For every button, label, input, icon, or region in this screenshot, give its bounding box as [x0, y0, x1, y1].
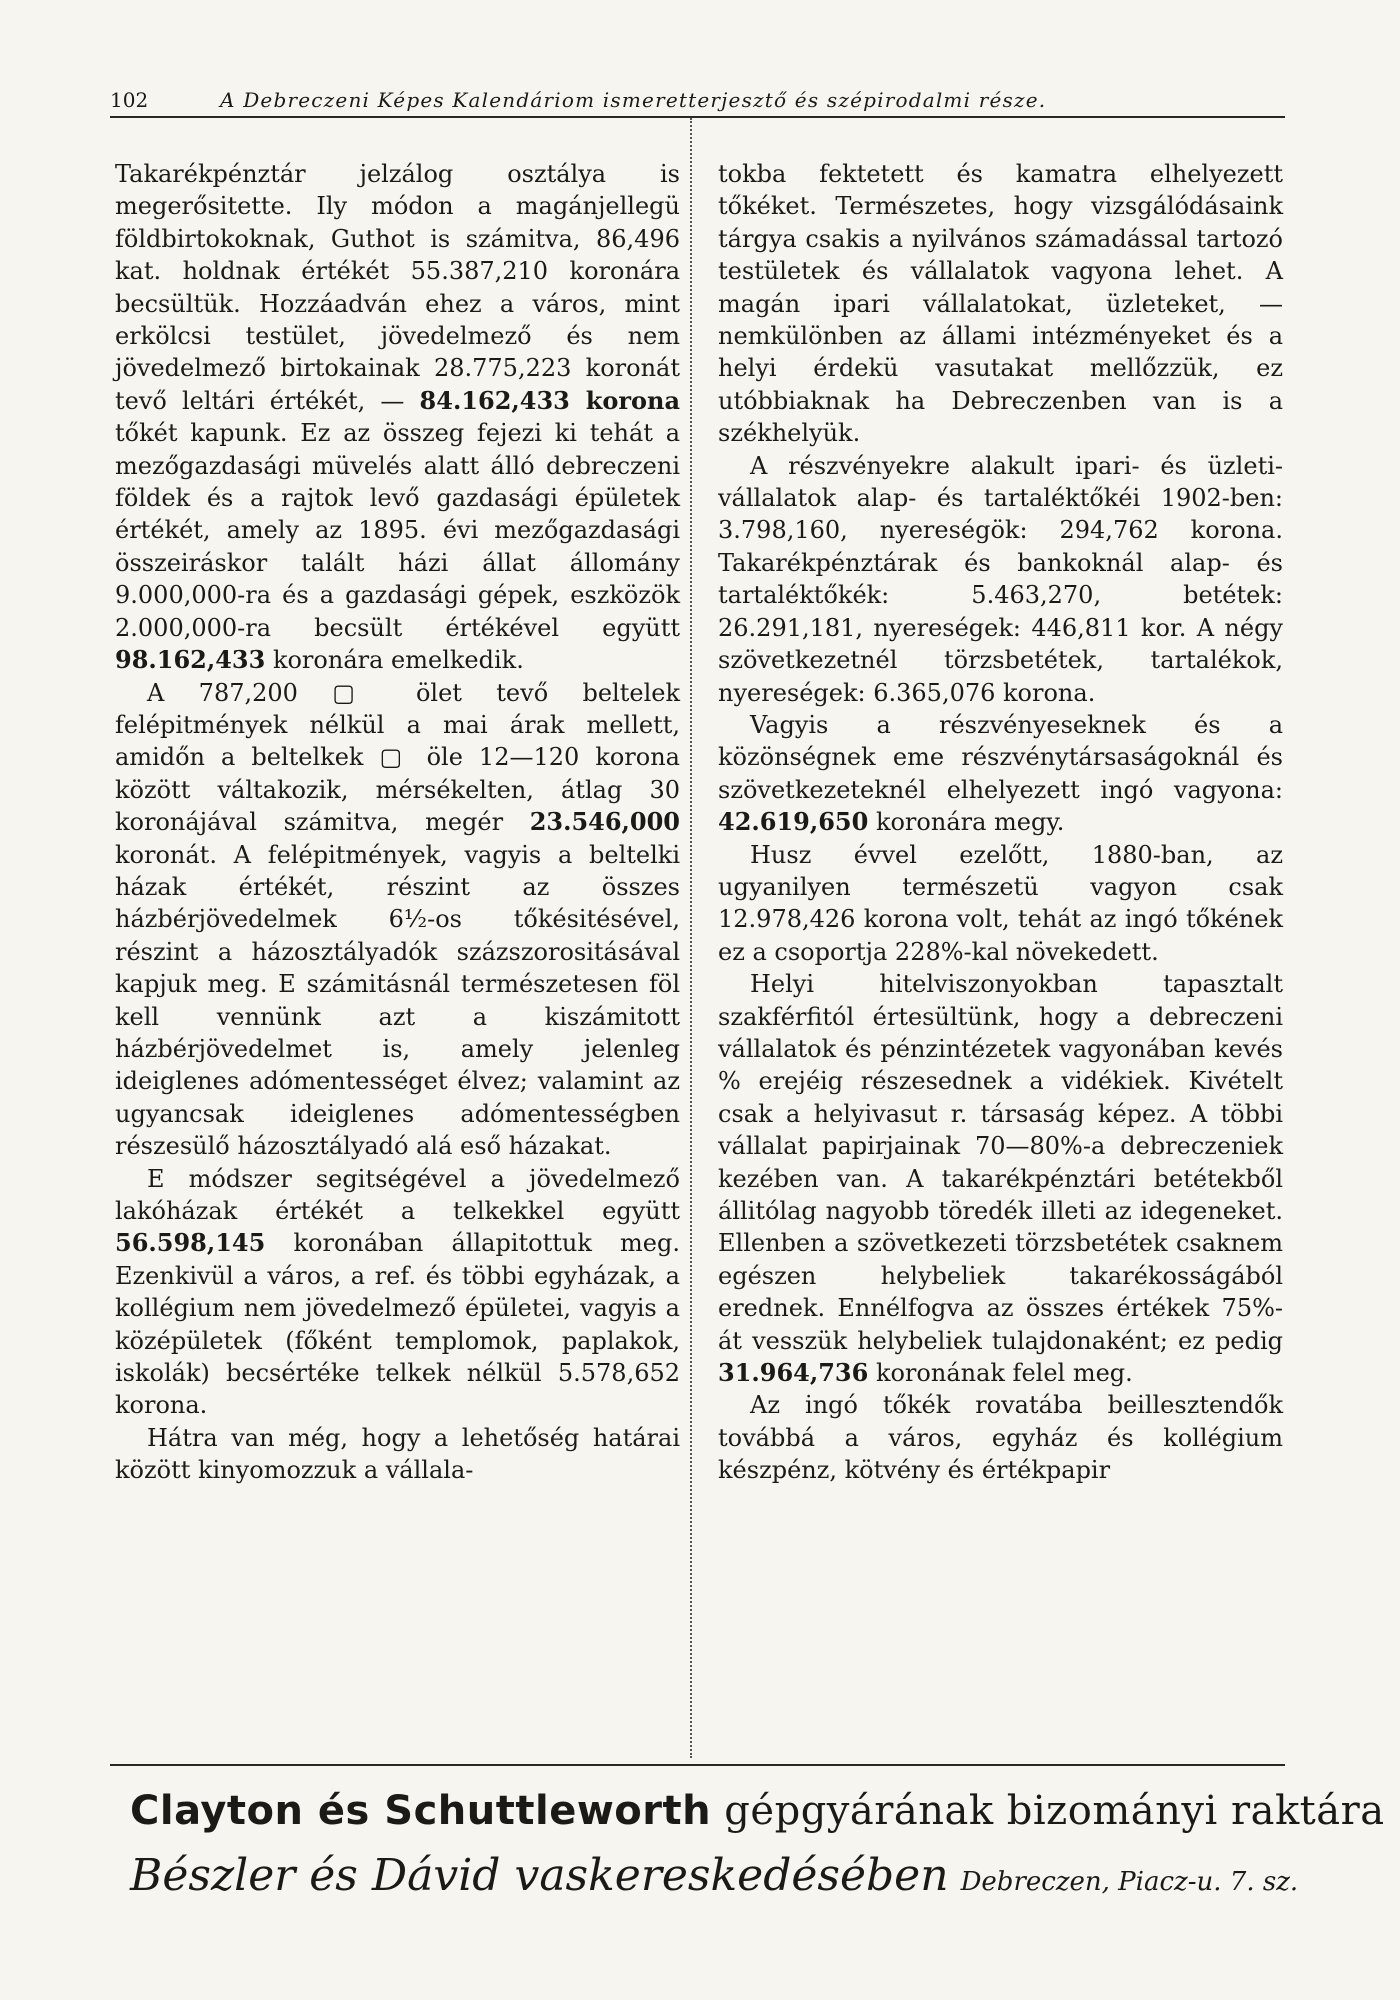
column-divider: [690, 118, 692, 1758]
text-run: koronát. A felépitmények, vagyis a beltelki házak értékét, részint az összes házbérjövedelmek 6½-os tőkésitésével, részint a házosztályadók százszorositásával kapjuk meg. E számitásnál természetesen föl kell vennünk azt a kiszámitott házbérjövedelmet is, amely jelenleg ideiglenes adómentességet élvez; valamint az ugyancsak ideiglenes adómentességben részesülő házosztályadó alá eső házakat.: [115, 840, 680, 1161]
bold-amount: 98.162,433: [115, 645, 266, 675]
text-run: koronában állapitottuk meg. Ezenkivül a város, a ref. és többi egyházak, a kollégium nem jövedelmező épületei, vagyis a középületek (főként templomok, paplakok, iskolák) becsértéke telkek nélkül 5.578,652 korona.: [115, 1229, 680, 1420]
paragraph: [115, 1163, 680, 1422]
text-run: Helyi hitelviszonyokban tapasztalt szakférfitól értesültünk, hogy a debreczeni vállalatok és pénzintézetek vagyonában kevés % erejéig részesednek a vidékiek. Kivételt csak a helyivasut r. társaság képez. A többi vállalat papirjainak 70—80%-a debreczeniek kezében van. A takarékpénztári betétekből állitólag nagyobb töredék illeti az idegeneket. Ellenben a szövetkezeti törzsbetétek csaknem egészen helybeliek takarékosságából erednek. Ennélfogva az összes értékek 75%-át vesszük helybeliek tulajdonaként; ez pedig: [718, 970, 1283, 1355]
text-run: koronára megy.: [868, 808, 1065, 837]
bold-amount: 84.162,433 korona: [419, 385, 680, 415]
advertisement-text: gépgyárának bizományi raktára: [711, 1788, 1385, 1834]
paragraph: A részvényekre alakult ipari- és üzleti-vállalatok alap- és tartaléktőkéi 1902-ben: 3.798,160, nyereségök: 294,762 korona. Takarékpénztárak és bankoknál alap- és tartaléktőkék: 5.463,270, betétek: 26.291,181, nyereségek: 446,811 kor. A négy szövetkezetnél törzsbetétek, tartalékok, nyereségek: 6.365,076 korona.: [718, 451, 1283, 707]
text-run: A 787,200 ▢ ölet tevő beltelek felépitmények nélkül a mai árak mellett, amidőn a beltelkek ▢ öle 12—120 korona között váltakozik, mérsékelten, átlag 30 koronájával számitva, megér: [115, 678, 680, 837]
bold-amount: 23.546,000: [529, 807, 680, 837]
advertisement-line-2: [130, 1850, 1298, 1901]
text-run: koronára emelkedik.: [265, 646, 524, 675]
page-number: 102: [110, 88, 149, 112]
advertisement-shop: Bészler és Dávid vaskereskedésében: [130, 1850, 949, 1901]
paragraph: Husz évvel ezelőtt, 1880-ban, az ugyanilyen természetü vagyon csak 12.978,426 korona volt, tehát az ingó tőkének ez a csoportja 228%-kal növekedett.: [718, 840, 1283, 966]
paragraph: [115, 677, 680, 1163]
left-column: [115, 158, 680, 1487]
running-title: A Debreczeni Képes Kalendáriom ismeretterjesztő és szépirodalmi része.: [220, 88, 1047, 112]
right-column: [718, 158, 1283, 1487]
bold-amount: 42.619,650: [718, 807, 869, 837]
paragraph: [115, 158, 680, 677]
paragraph: [718, 709, 1283, 839]
bold-amount: 56.598,145: [115, 1228, 266, 1258]
text-run: Takarékpénztár jelzálog osztálya is megerősitette. Ily módon a magánjellegü földbirtokoknak, Guthot is számitva, 86,496 kat. holdnak értékét 55.387,210 koronára becsültük. Hozzáadván ehez a város, mint erkölcsi testület, jövedelmező és nem jövedelmező birtokainak 28.775,223 koronát tevő leltári értékét, —: [115, 160, 680, 415]
text-run: E módszer segitségével a jövedelmező lakóházak értékét a telkekkel együtt: [115, 1164, 680, 1225]
text-run: koronának felel meg.: [868, 1359, 1133, 1388]
paragraph: Hátra van még, hogy a lehetőség határai között kinyomozzuk a vállala-: [115, 1423, 680, 1485]
advertisement-company: Clayton és Schuttleworth: [130, 1788, 712, 1834]
page-header: [110, 88, 1285, 118]
paragraph: [718, 968, 1283, 1389]
text-run: tőkét kapunk. Ez az összeg fejezi ki tehát a mezőgazdasági müvelés alatt álló debreczeni földek és a rajtok levő gazdasági épületek értékét, amely az 1895. évi mezőgazdasági összeiráskor talált házi állat állomány 9.000,000-ra és a gazdasági gépek, eszközök 2.000,000-ra becsült értékével együtt: [115, 419, 680, 642]
paragraph: tokba fektetett és kamatra elhelyezett tőkéket. Természetes, hogy vizsgálódásaink tárgya csakis a nyilvános számadással tartozó testületek és vállalatok vagyona lehet. A magán ipari vállalatokat, üzleteket, — nemkülönben az állami intézményeket és a helyi érdekü vasutakat mellőzzük, ez utóbbiaknak ha Debreczenben van is a székhelyük.: [718, 160, 1283, 448]
advertisement-address: Debreczen, Piacz-u. 7. sz.: [960, 1867, 1299, 1897]
advertisement-line-1: [130, 1788, 1385, 1834]
footer-rule: [110, 1764, 1285, 1766]
bold-amount: 31.964,736: [718, 1358, 869, 1388]
paragraph: Az ingó tőkék rovatába beillesztendők továbbá a város, egyház és kollégium készpénz, kötvény és értékpapir: [718, 1391, 1283, 1485]
text-run: Vagyis a részvényeseknek és a közönségnek eme részvénytársaságoknál és szövetkezeteknél elhelyezett ingó vagyona:: [718, 710, 1283, 804]
